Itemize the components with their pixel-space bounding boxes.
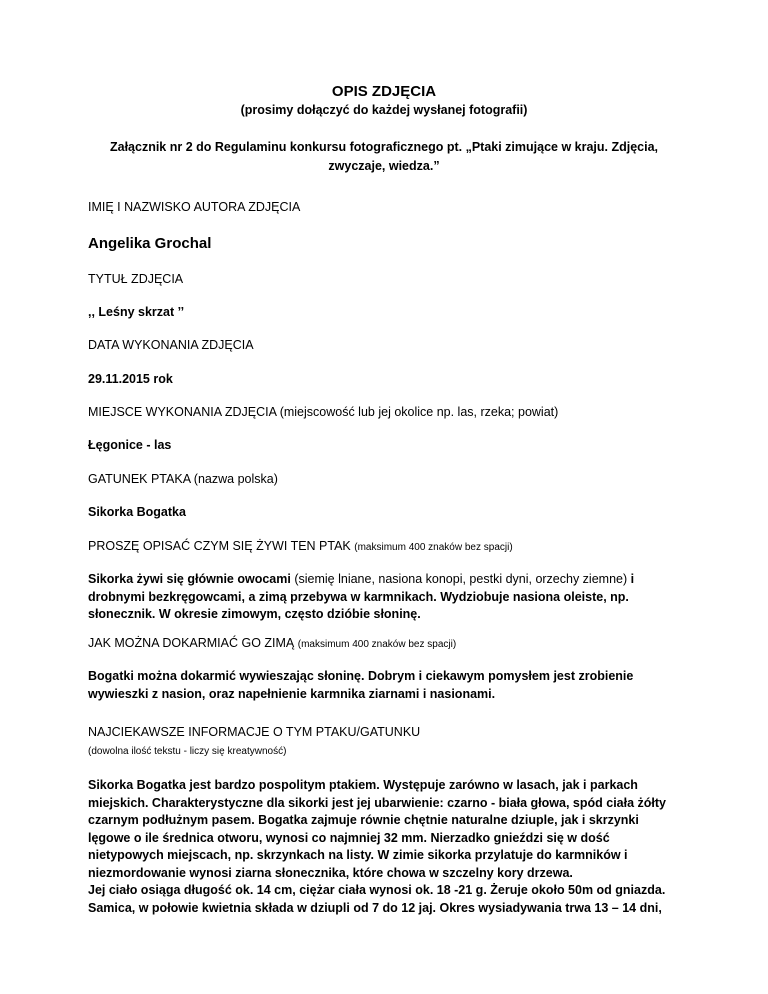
info-label: NAJCIEKAWSZE INFORMACJE O TYM PTAKU/GATUNKU [88,725,421,739]
food-value-part-b: (siemię lniane, nasiona konopi, pestki dyni, orzechy ziemne) [290,572,631,586]
place-label: MIEJSCE WYKONANIA ZDJĘCIA (miejscowość lub jej okolice np. las, rzeka; powiat) [88,405,559,419]
food-label-text: PROSZĘ OPISAĆ CZYM SIĘ ŻYWI TEN PTAK [88,539,351,553]
feeding-label [88,635,680,654]
author-label: IMIĘ I NAZWISKO AUTORA ZDJĘCIA [88,200,301,214]
feeding-label-text: JAK MOŻNA DOKARMIAĆ GO ZIMĄ [88,636,295,650]
photo-title-label: TYTUŁ ZDJĘCIA [88,272,184,286]
info-paragraph-2: Jej ciało osiąga długość ok. 14 cm, ciężar ciała wynosi ok. 18 -21 g. Żeruje około 50m od gniazda. Samica, w połowie kwietnia składa w dziupli od 7 do 12 jaj. Okres wysiadywania trwa 13 – 14 dni, [88,883,666,915]
date-value: 29.11.2015 rok [88,372,173,386]
food-value-part-a: Sikorka żywi się głównie owocami [88,572,291,586]
info-value [88,777,680,917]
food-label [88,538,680,557]
feeding-note: (maksimum 400 znaków bez spacji) [297,639,457,650]
info-paragraph-1: Sikorka Bogatka jest bardzo pospolitym ptakiem. Występuje zarówno w lasach, jak i parkach miejskich. Charakterystyczne dla sikorki jest jej ubarwienie: czarno - biała głowa, spód ciała żółty czarnym podłużnym pasem. Bogatka zajmuje równie chętnie naturalne dziuple, jak i skrzynki lęgowe o ile średnica otworu, wynosi co najmniej 32 mm. Nierzadko gnieździ się w dość nietypowych miejscach, np. skrzynkach na listy. W zimie sikorka przylatuje do karmników i niezmordowanie wynosi ziarna słonecznika, które chowa w szczelny kory drzewa. [88,778,666,880]
food-value [88,571,680,624]
author-value: Angelika Grochal [88,235,212,252]
species-label: GATUNEK PTAKA (nazwa polska) [88,472,278,486]
date-label: DATA WYKONANIA ZDJĘCIA [88,338,254,352]
food-value-part-c: i drobnymi bezkręgowcami, a zimą przebywa w karmnikach. Wydziobuje nasiona oleiste, np. słonecznik. W okresie zimowym, często dzióbie słoninę. [88,572,635,621]
feeding-value: Bogatki można dokarmić wywieszając słoninę. Dobrym i ciekawym pomysłem jest zrobienie wywieszki z nasion, oraz napełnienie karmnika ziarnami i nasionami. [88,669,634,701]
food-note: (maksimum 400 znaków bez spacji) [354,542,513,553]
document-title: OPIS ZDJĘCIA [331,83,437,100]
photo-title-value: ,, Leśny skrzat ’’ [88,305,185,319]
place-value: Łęgonice - las [88,438,172,452]
species-value: Sikorka Bogatka [88,505,186,519]
info-note: (dowolna ilość tekstu - liczy się kreatywność) [88,746,287,757]
document-subtitle: (prosimy dołączyć do każdej wysłanej fotografii) [240,103,528,117]
attachment-note: Załącznik nr 2 do Regulaminu konkursu fotograficznego pt. „Ptaki zimujące w kraju. Zdjęcia, zwyczaje, wiedza.” [109,140,659,173]
